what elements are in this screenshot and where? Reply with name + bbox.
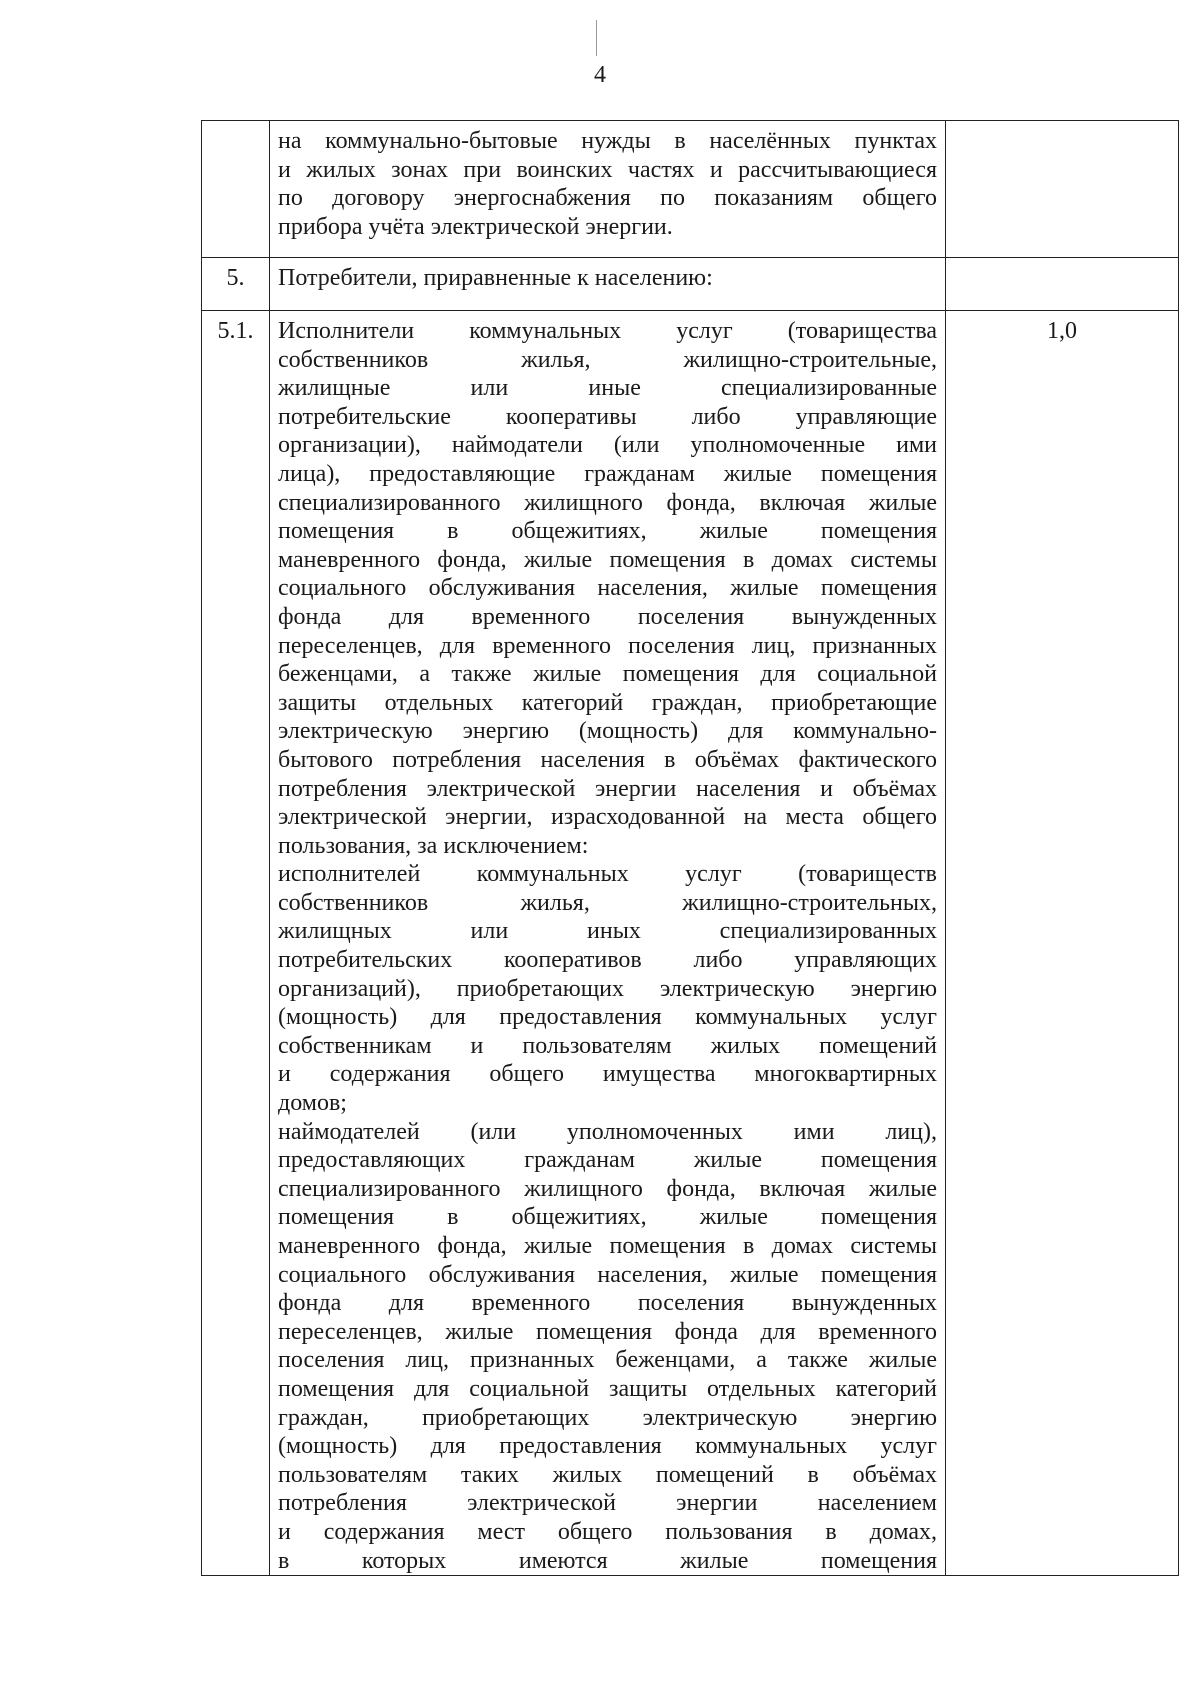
description-line: в которых имеются жилые помещения bbox=[278, 1547, 937, 1574]
description-line: по договору энергоснабжения по показаниям общего bbox=[278, 185, 937, 212]
description-line: социального обслуживания населения, жилые помещения bbox=[278, 575, 937, 602]
description-line: собственников жилья, жилищно-строительных, bbox=[278, 889, 937, 916]
description-line: жилищных или иных специализированных bbox=[278, 918, 937, 945]
row-number-cell: 5. bbox=[202, 258, 270, 311]
description-line: потребления электрической энергии населения и объёмах bbox=[278, 775, 937, 802]
description-line: бытового потребления населения в объёмах фактического bbox=[278, 746, 937, 773]
description-line: фонда для временного поселения вынужденных bbox=[278, 1290, 937, 1317]
description-line: потребительских кооперативов либо управляющих bbox=[278, 947, 937, 974]
description-line: переселенцев, для временного поселения лиц, признанных bbox=[278, 632, 937, 659]
row-value-cell bbox=[946, 121, 1179, 258]
description-line: пользователям таких жилых помещений в объёмах bbox=[278, 1461, 937, 1488]
row-description-cell bbox=[270, 258, 946, 311]
description-line: лица), предоставляющие гражданам жилые помещения bbox=[278, 460, 937, 487]
page-number: 4 bbox=[594, 62, 606, 88]
description-line: маневренного фонда, жилые помещения в домах системы bbox=[278, 546, 937, 573]
description-line: на коммунально-бытовые нужды в населённых пунктах bbox=[278, 128, 937, 154]
description-line: организации), наймодатели (или уполномоченные ими bbox=[278, 432, 937, 459]
description-line: собственников жилья, жилищно-строительные, bbox=[278, 346, 937, 373]
description-line: наймодателей (или уполномоченных ими лиц), bbox=[278, 1118, 937, 1145]
row-value-cell: 1,0 bbox=[946, 311, 1179, 1576]
row-number-cell bbox=[202, 121, 270, 258]
description-line: защиты отдельных категорий граждан, приобретающие bbox=[278, 689, 937, 716]
description-line: помещения в общежитиях, жилые помещения bbox=[278, 1204, 937, 1231]
description-line: маневренного фонда, жилые помещения в домах системы bbox=[278, 1233, 937, 1259]
description-line: специализированного жилищного фонда, включая жилые bbox=[278, 1175, 937, 1202]
description-line: потребительские кооперативы либо управляющие bbox=[278, 403, 937, 430]
description-line: потребления электрической энергии населением bbox=[278, 1490, 937, 1517]
row-number-cell: 5.1. bbox=[202, 311, 270, 1576]
description-line: граждан, приобретающих электрическую энергию bbox=[278, 1404, 937, 1431]
description-line: фонда для временного поселения вынужденных bbox=[278, 603, 937, 630]
description-line: электрическую энергию (мощность) для коммунально- bbox=[278, 718, 937, 745]
description-line: и содержания общего имущества многоквартирных bbox=[278, 1061, 937, 1088]
description-line: исполнителей коммунальных услуг (товариществ bbox=[278, 861, 937, 888]
description-line: помещения в общежитиях, жилые помещения bbox=[278, 518, 937, 545]
description-line: жилищные или иные специализированные bbox=[278, 375, 937, 402]
description-line: пользования, за исключением: bbox=[278, 832, 589, 859]
description-line: электрической энергии, израсходованной на места общего bbox=[278, 804, 937, 831]
scan-artifact-line bbox=[596, 20, 597, 56]
row-value-cell bbox=[946, 258, 1179, 311]
table-row bbox=[202, 258, 1179, 311]
description-line: специализированного жилищного фонда, включая жилые bbox=[278, 489, 937, 516]
description-line: помещения для социальной защиты отдельных категорий bbox=[278, 1375, 937, 1402]
table-row bbox=[202, 311, 1179, 1576]
description-line: и жилых зонах при воинских частях и рассчитывающиеся bbox=[278, 156, 937, 183]
tariff-table bbox=[201, 120, 1179, 1576]
description-line: беженцами, а также жилые помещения для социальной bbox=[278, 661, 937, 688]
description-line: Исполнители коммунальных услуг (товарищества bbox=[278, 318, 937, 344]
description-line: организаций), приобретающих электрическую энергию bbox=[278, 975, 937, 1002]
description-line: (мощность) для предоставления коммунальных услуг bbox=[278, 1433, 937, 1460]
description-line: социального обслуживания населения, жилые помещения bbox=[278, 1261, 937, 1288]
description-line: и содержания мест общего пользования в домах, bbox=[278, 1518, 937, 1545]
description-line: собственникам и пользователям жилых помещений bbox=[278, 1032, 937, 1059]
tariff-table-body bbox=[202, 121, 1179, 1576]
row-description-cell bbox=[270, 311, 946, 1576]
description-line: Потребители, приравненные к населению: bbox=[278, 265, 713, 291]
description-line: поселения лиц, признанных беженцами, а также жилые bbox=[278, 1347, 937, 1374]
table-row bbox=[202, 121, 1179, 258]
row-description-cell bbox=[270, 121, 946, 258]
description-line: переселенцев, жилые помещения фонда для временного bbox=[278, 1318, 937, 1345]
description-line: (мощность) для предоставления коммунальных услуг bbox=[278, 1004, 937, 1031]
description-line: предоставляющих гражданам жилые помещения bbox=[278, 1147, 937, 1174]
description-line: прибора учёта электрической энергии. bbox=[278, 213, 673, 240]
description-line: домов; bbox=[278, 1090, 347, 1117]
